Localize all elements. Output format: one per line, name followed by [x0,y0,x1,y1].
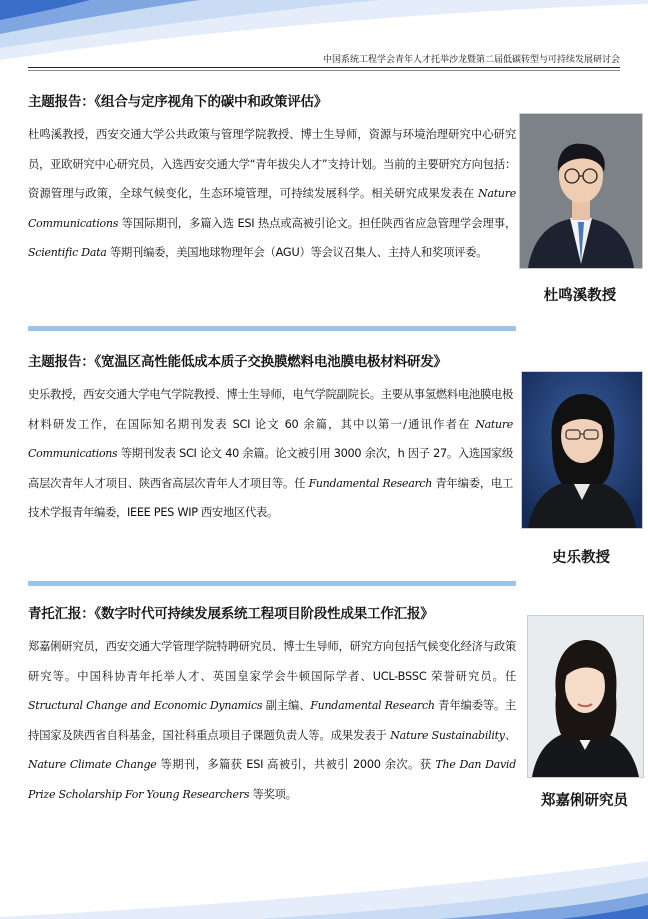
italic-title: Scientific Data [28,246,107,259]
italic-title: Fundamental Research [310,699,435,712]
section-title: 青托汇报：《数字时代可持续发展系统工程项目阶段性成果工作汇报》 [28,606,434,622]
bio-text: 郑嘉俐研究员，西安交通大学管理学院特聘研究员、博士生导师，研究方向包括气候变化经济与政策研究等。中国科协青年托举人才、英国皇家学会牛顿国际学者、UCL-BSSC 荣誉研究员。任 [28,640,516,683]
section-divider [28,326,516,331]
bio-text: 青年编委，电工技术学报青年编委，IEEE PES WIP 西安地区代表。 [28,476,513,519]
speaker-bio [28,120,516,268]
bio-text: 青年编委等。主持国家及陕西省自科基金，国社科重点项目子课题负责人等。成果发表于 [28,699,517,742]
conference-header: 中国系统工程学会青年人才托举沙龙暨第二届低碳转型与可持续发展研讨会 [322,55,620,65]
section-du-mingxi [28,90,516,268]
section-title: 主题报告：《组合与定序视角下的碳中和政策评估》 [28,94,328,110]
header-rule-thin [28,70,620,71]
bio-text: 杜鸣溪教授，西安交通大学公共政策与管理学院教授、博士生导师，资源与环境治理研究中心研究员，亚欧研究中心研究员，入选西安交通大学“青年拔尖人才”支持计划。当前的主要研究方向包括：资源管理与政策，全球气候变化，生态环境管理，可持续发展科学。相关研究成果发表在 [28,128,516,200]
portrait-photo [521,371,643,529]
section-divider [28,581,516,586]
italic-title: The Dan David Prize Scholarship For Young Researchers [28,758,516,801]
bio-text: 史乐教授，西安交通大学电气学院教授、博士生导师，电气学院副院长。主要从事氢燃料电池膜电极材料研发工作，在国际知名期刊发表 SCI 论文 60 余篇，其中以第一/通讯作者在 [28,388,513,431]
header-rule [28,67,620,68]
speaker-caption: 郑嘉俐研究员 [541,793,628,809]
speaker-bio [28,380,513,528]
bio-text: 等奖项。 [249,787,297,801]
italic-title: Structural Change and Economic Dynamics [28,699,263,712]
bio-text: 副主编、 [262,699,311,712]
italic-title: Fundamental Research [308,476,433,490]
speaker-caption: 史乐教授 [552,550,610,566]
bio-text: 、 [504,728,516,742]
speaker-caption: 杜鸣溪教授 [543,288,617,304]
italic-title: Nature Sustainability [390,728,505,742]
portrait-photo [519,113,643,269]
section-shi-le [28,350,513,528]
italic-title: Nature Communications [28,417,513,460]
section-title: 主题报告：《宽温区高性能低成本质子交换膜燃料电池膜电极材料研发》 [28,354,447,370]
bio-text: 等期刊，多篇获 ESI 高被引，共被引 2000 余次。获 [156,758,436,771]
bottom-wave-decoration [0,839,648,919]
section-zheng-jiali [28,602,516,809]
italic-title: Nature Climate Change [28,758,157,771]
bio-text: 等期刊编委，美国地球物理年会（AGU）等会议召集人、主持人和奖项评委。 [106,246,488,259]
bio-text: 等国际期刊，多篇入选 ESI 热点或高被引论文。担任陕西省应急管理学会理事， [118,216,516,230]
bio-text: 等期刊发表 SCI 论文 40 余篇。论文被引用 3000 余次，h 因子 27。入选国家级高层次青年人才项目、陕西省高层次青年人才项目等。任 [28,447,513,490]
speaker-bio [28,632,516,809]
italic-title: Nature Communications [28,187,516,230]
portrait-photo [527,615,644,778]
